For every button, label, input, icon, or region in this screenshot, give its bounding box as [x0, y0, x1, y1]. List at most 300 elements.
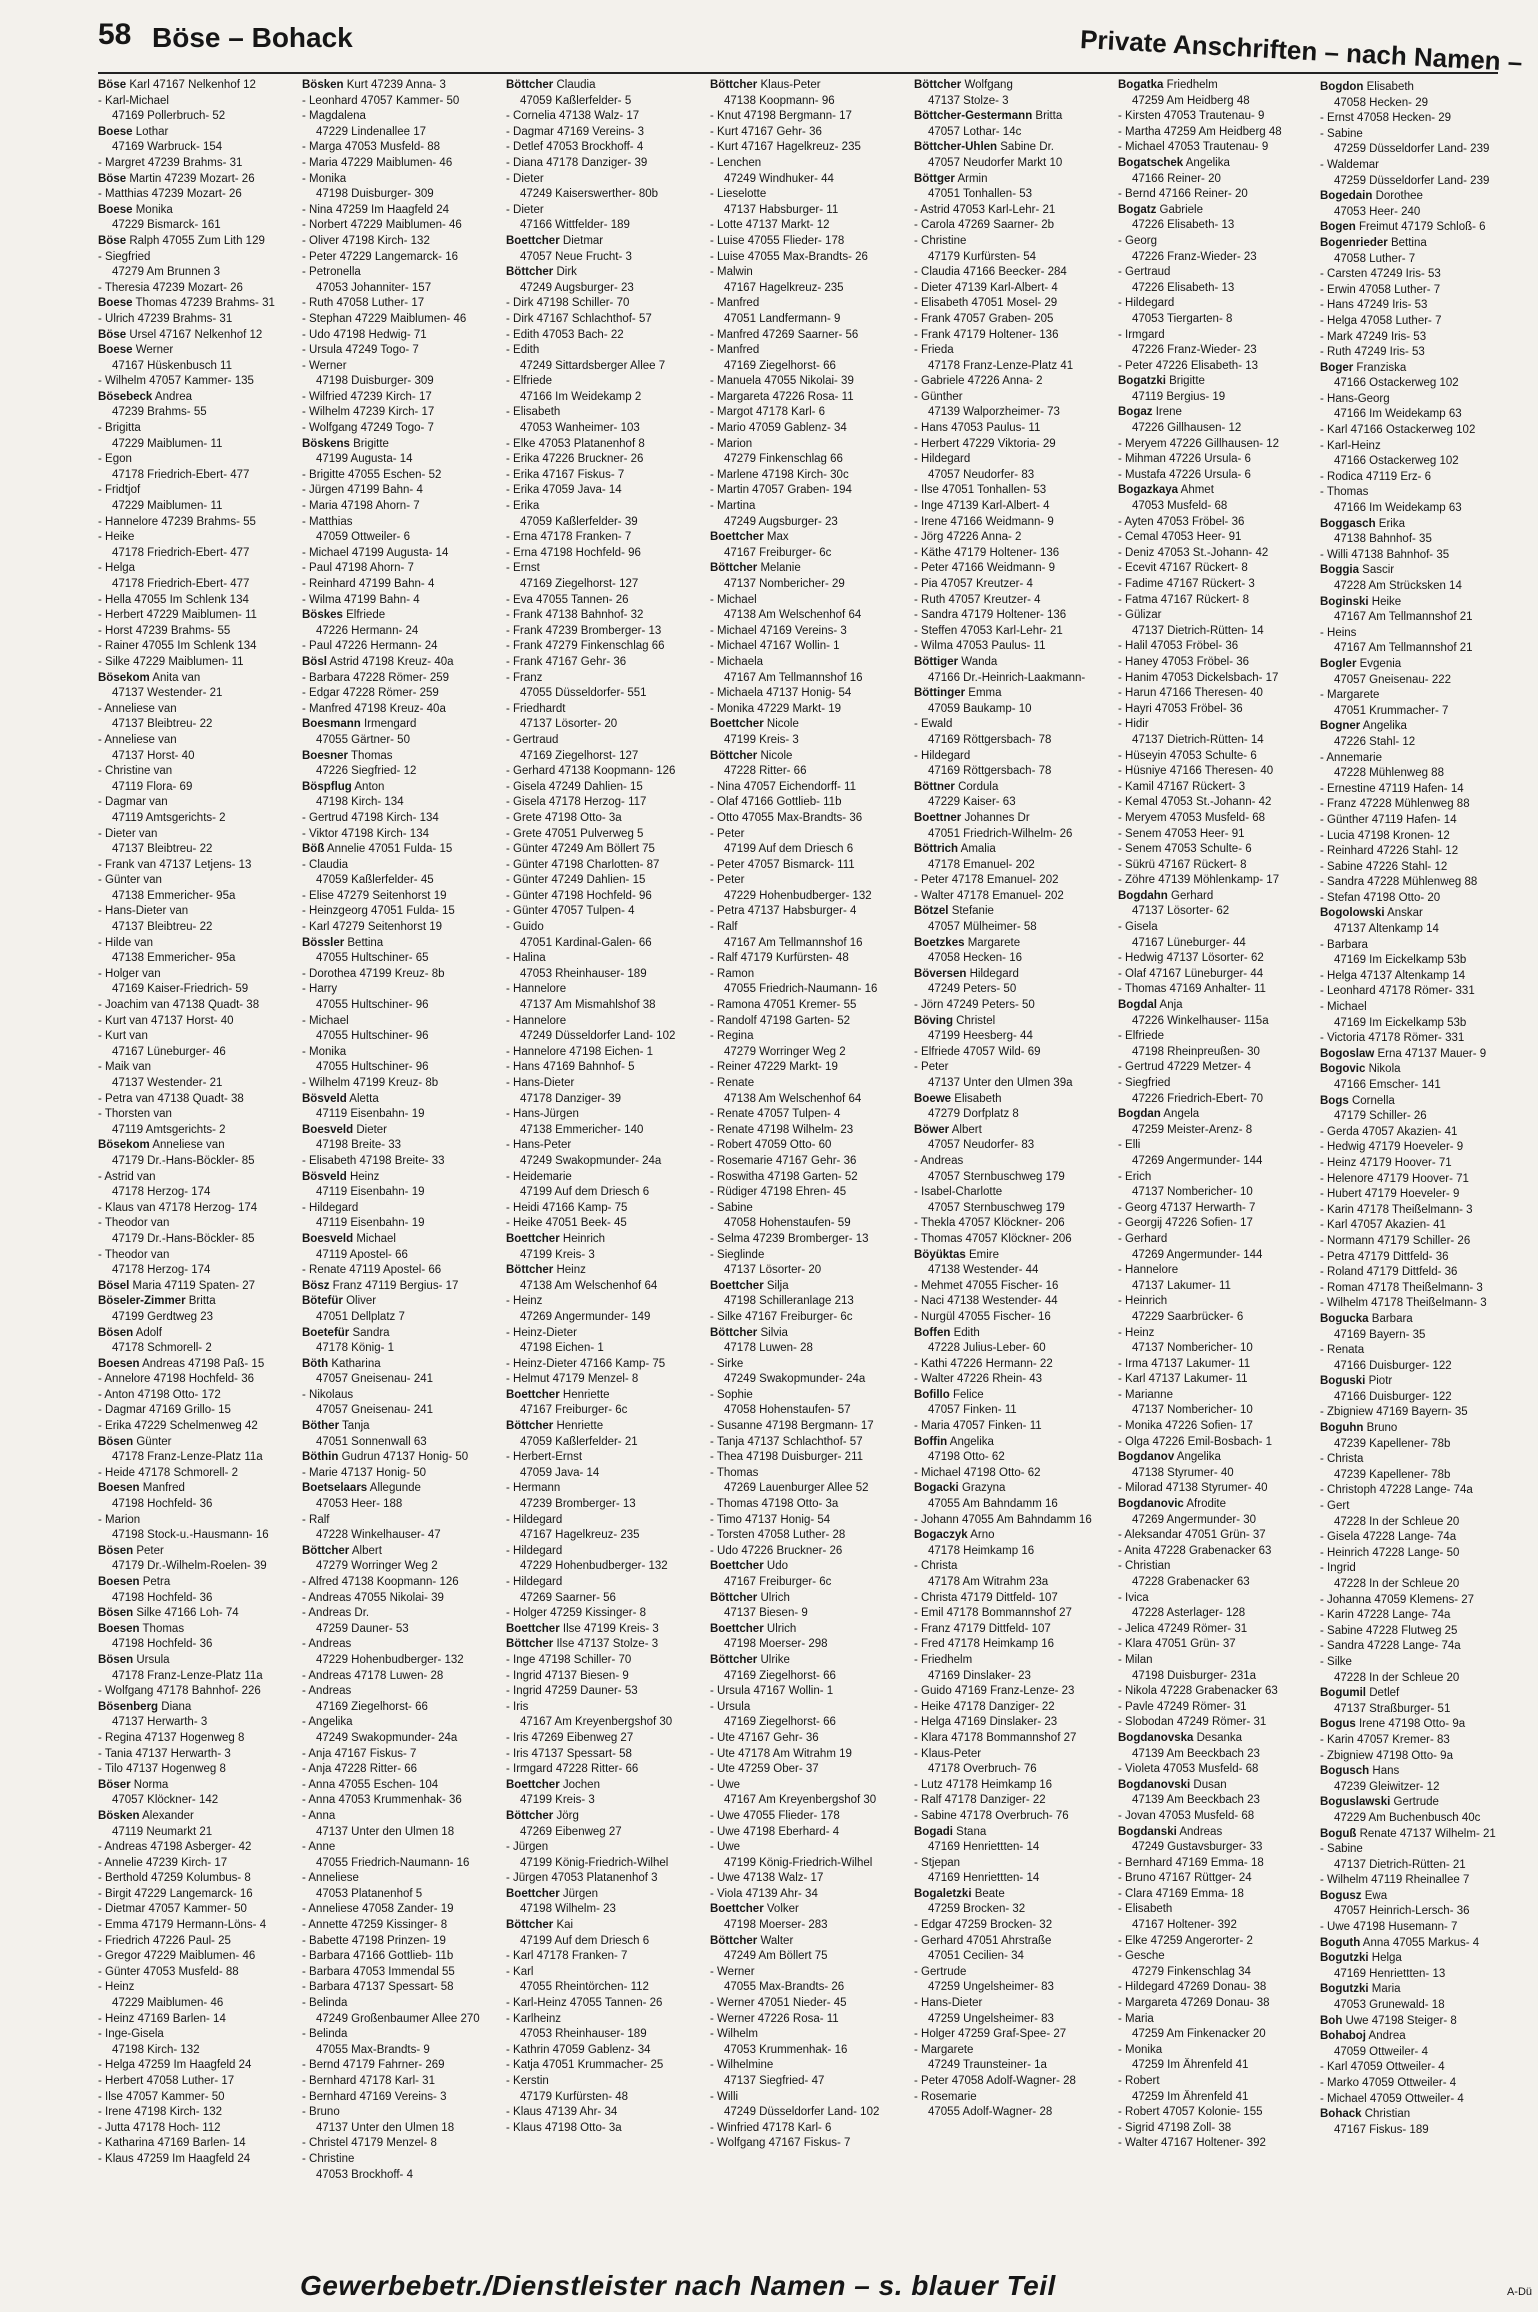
directory-entry: [1320, 1639, 1522, 1655]
directory-entry: [710, 842, 912, 858]
entry-text: - Günter van: [98, 874, 162, 887]
directory-entry: [710, 1279, 912, 1295]
entry-text: - Sophie: [710, 1388, 753, 1401]
entry-text: - Jörn 47249 Peters- 50: [914, 999, 1035, 1012]
entry-text: - Ewald: [914, 718, 953, 731]
entry-text: - Paul 47198 Ahorn- 7: [302, 562, 414, 575]
entry-text: Heinz: [553, 1264, 586, 1277]
directory-entry: [1118, 1403, 1320, 1419]
entry-text: - Marko 47059 Ottweiler- 4: [1320, 2077, 1457, 2089]
directory-entry: [914, 1669, 1116, 1685]
entry-text: - Andreas Dr.: [302, 1607, 370, 1620]
entry-text: - Anita 47228 Grabenacker 63: [1118, 1544, 1272, 1557]
directory-entry: [914, 1248, 1116, 1264]
entry-text: Christian: [1361, 2108, 1411, 2121]
entry-text: - Udo 47226 Bruckner- 26: [710, 1544, 843, 1557]
address-line: 47051 Kardinal-Galen- 66: [520, 936, 652, 949]
directory-column-4: [710, 78, 912, 2258]
directory-entry: [914, 873, 1116, 889]
entry-text: - Elise 47279 Seitenhorst 19: [302, 889, 447, 902]
directory-entry: [98, 1871, 300, 1887]
address-line: 47198 Kirch- 132: [112, 2043, 200, 2056]
directory-entry: [302, 250, 504, 266]
directory-entry: [710, 1856, 912, 1872]
directory-entry: [506, 125, 708, 141]
directory-entry: [710, 405, 912, 421]
directory-entry: [1320, 80, 1522, 96]
entry-text: - Timo 47137 Honig- 54: [710, 1513, 831, 1526]
entry-text: - Martin 47057 Graben- 194: [710, 484, 852, 497]
directory-entry: [302, 1092, 504, 1108]
address-line: 47229 Maiblumen- 46: [112, 1997, 224, 2010]
address-line: 47051 Cecilien- 34: [928, 1950, 1024, 1963]
directory-entry: [98, 1591, 300, 1607]
entry-text: - Pavle 47249 Römer- 31: [1118, 1700, 1247, 1713]
entry-text: - Randolf 47198 Garten- 52: [710, 1014, 851, 1027]
directory-entry: [710, 2090, 912, 2106]
directory-entry: [710, 1528, 912, 1544]
entry-text: - Heide 47178 Schmorell- 2: [98, 1466, 238, 1479]
entry-text: - Christoph 47228 Lange- 74a: [1320, 1484, 1473, 1497]
directory-entry: [914, 1778, 1116, 1794]
directory-entry: [914, 1045, 1116, 1061]
entry-text: - Sandra 47228 Lange- 74a: [1320, 1640, 1461, 1653]
entry-text: - Hella 47055 Im Schlenk 134: [98, 593, 249, 606]
address-line: 47138 Emmericher- 95a: [112, 952, 236, 965]
directory-entry: [506, 982, 708, 998]
directory-entry: [914, 1528, 1116, 1544]
directory-entry: [710, 2121, 912, 2137]
entry-text: - Helenore 47179 Hoover- 71: [1320, 1172, 1469, 1185]
entry-text: Renate 47137 Wilhelm- 21: [1356, 1827, 1496, 1840]
surname: Boetselaars: [302, 1482, 368, 1495]
directory-entry: [710, 967, 912, 983]
directory-entry: [506, 1871, 708, 1887]
directory-entry: [1118, 499, 1320, 515]
entry-text: - Dietmar 47057 Kammer- 50: [98, 1903, 247, 1916]
directory-entry: [710, 795, 912, 811]
entry-text: - Waldemar: [1320, 158, 1379, 171]
entry-text: - Malwin: [710, 266, 753, 279]
entry-text: Kai: [553, 1919, 574, 1932]
address-line: 47059 Kaßlerfelder- 45: [316, 874, 434, 887]
entry-text: - Stephan 47229 Maiblumen- 46: [302, 312, 467, 325]
address-line: 47228 Ritter- 66: [724, 765, 807, 778]
entry-text: - Michael 47169 Vereins- 3: [710, 624, 847, 637]
entry-text: - Georg: [1118, 234, 1157, 247]
entry-text: - Petra 47179 Dittfeld- 36: [1320, 1250, 1449, 1263]
directory-entry: [98, 1856, 300, 1872]
address-line: 47239 Brahms- 55: [112, 406, 207, 419]
directory-entry: [506, 858, 708, 874]
entry-text: - Hayri 47053 Fröbel- 36: [1118, 702, 1243, 715]
surname: Böskens: [302, 437, 350, 450]
entry-text: - Karl 47057 Akazien- 41: [1320, 1219, 1446, 1232]
entry-text: Ulrich: [757, 1591, 790, 1604]
address-line: 47249 Sittardsberger Allee 7: [520, 359, 666, 372]
address-line: 47119 Bergius- 19: [1132, 390, 1226, 403]
directory-entry: [302, 2168, 504, 2184]
address-line: 47199 Kreis- 3: [724, 733, 799, 746]
directory-entry: [710, 1700, 912, 1716]
directory-entry: [710, 265, 912, 281]
address-line: 47269 Angermunder- 149: [520, 1310, 651, 1323]
address-line: 47053 Wanheimer- 103: [520, 422, 640, 435]
surname: Böse: [98, 172, 127, 185]
surname: Bogucka: [1320, 1312, 1369, 1325]
directory-entry: [302, 1466, 504, 1482]
directory-entry: [914, 405, 1116, 421]
surname: Bogedain: [1320, 190, 1373, 203]
entry-text: - Hildegard: [506, 1513, 563, 1526]
entry-text: - Hildegard: [506, 1544, 563, 1557]
entry-text: - Andreas 47055 Nikolai- 39: [302, 1591, 444, 1604]
directory-entry: [914, 1731, 1116, 1747]
directory-entry: [302, 749, 504, 765]
directory-entry: [98, 1248, 300, 1264]
entry-text: Thomas: [139, 1622, 185, 1635]
directory-entry: [98, 2090, 300, 2106]
directory-entry: [506, 671, 708, 687]
directory-entry: [710, 1980, 912, 1996]
address-line: 47178 König- 1: [316, 1342, 395, 1355]
entry-text: - Michael: [710, 593, 757, 606]
entry-text: - Nikola 47228 Grabenacker 63: [1118, 1685, 1278, 1698]
directory-entry: [1320, 439, 1522, 455]
entry-text: - Hans 47169 Bahnhof- 5: [506, 1061, 635, 1074]
directory-entry: [1118, 265, 1320, 281]
address-line: 47229 Hohenbudberger- 132: [316, 1653, 464, 1666]
entry-text: - Renate 47198 Wilhelm- 23: [710, 1123, 854, 1136]
directory-entry: [1320, 1265, 1522, 1281]
entry-text: Detlef: [1366, 1687, 1400, 1700]
directory-entry: [914, 281, 1116, 297]
directory-entry: [98, 1435, 300, 1451]
surname: Bössler: [302, 936, 345, 949]
surname: Boesveld: [302, 1232, 354, 1245]
surname: Böttcher: [914, 79, 962, 91]
entry-text: - Tanja 47137 Schlachthof- 57: [710, 1435, 863, 1448]
directory-entry: [710, 499, 912, 515]
entry-text: - Ecevit 47167 Rückert- 8: [1118, 562, 1248, 575]
directory-entry: [1118, 343, 1320, 359]
directory-entry: [1118, 218, 1320, 234]
directory-entry: [98, 2027, 300, 2043]
directory-entry: [506, 936, 708, 952]
directory-entry: [98, 499, 300, 515]
directory-entry: [506, 655, 708, 671]
directory-entry: [98, 172, 300, 188]
address-line: 47059 Java- 14: [520, 1466, 600, 1479]
directory-entry: [914, 374, 1116, 390]
directory-entry: [98, 1825, 300, 1841]
address-line: 47269 Angermunder- 144: [1132, 1154, 1263, 1167]
entry-text: - Ernst 47058 Hecken- 29: [1320, 112, 1452, 125]
directory-entry: [1118, 1669, 1320, 1685]
entry-text: - Annemarie: [1320, 751, 1383, 764]
directory-entry: [914, 1762, 1116, 1778]
address-line: 47057 Mülheimer- 58: [928, 921, 1037, 934]
directory-entry: [914, 359, 1116, 375]
directory-entry: [1320, 875, 1522, 891]
directory-entry: [914, 749, 1116, 765]
address-line: 47166 Emscher- 141: [1334, 1079, 1441, 1091]
address-line: 47055 Hultschiner- 96: [316, 1061, 429, 1074]
directory-entry: [1320, 127, 1522, 143]
directory-entry: [98, 1310, 300, 1326]
directory-entry: [914, 1279, 1116, 1295]
directory-entry: [302, 1513, 504, 1529]
entry-text: - Friedhelm: [914, 1653, 973, 1666]
directory-entry: [302, 125, 504, 141]
directory-entry: [302, 858, 504, 874]
surname: Bogovic: [1320, 1063, 1366, 1076]
directory-entry: [710, 1403, 912, 1419]
directory-entry: [302, 1076, 504, 1092]
directory-entry: [1320, 2107, 1522, 2123]
directory-entry: [1118, 1528, 1320, 1544]
address-line: 47169 Warbruck- 154: [112, 141, 223, 154]
directory-entry: [1320, 1499, 1522, 1515]
directory-entry: [710, 1045, 912, 1061]
entry-text: - Anne: [302, 1841, 336, 1854]
address-line: 47279 Finkenschlag 34: [1132, 1965, 1251, 1978]
entry-text: - Erika 47167 Fiskus- 7: [506, 468, 625, 481]
directory-entry: [1118, 1778, 1320, 1794]
entry-text: - Michael: [1320, 1001, 1367, 1014]
directory-entry: [1320, 1717, 1522, 1733]
directory-entry: [1118, 780, 1320, 796]
directory-entry: [302, 1793, 504, 1809]
directory-entry: [710, 1934, 912, 1950]
address-line: 47279 Worringer Weg 2: [724, 1045, 846, 1058]
surname: Böse: [98, 234, 127, 247]
directory-entry: [1118, 1497, 1320, 1513]
entry-text: - Marie 47137 Honig- 50: [302, 1466, 427, 1479]
entry-text: - Günther: [914, 390, 963, 403]
directory-entry: [914, 733, 1116, 749]
address-line: 47137 Nombericher- 10: [1132, 1342, 1253, 1355]
entry-text: - Wilhelmine: [710, 2059, 774, 2072]
directory-entry: [1320, 501, 1522, 517]
address-line: 47137 Bleibtreu- 22: [112, 843, 213, 856]
directory-entry: [710, 546, 912, 562]
directory-entry: [1320, 1764, 1522, 1780]
entry-text: - Ernestine 47119 Hafen- 14: [1320, 782, 1464, 795]
entry-text: - Hildegard: [914, 749, 971, 762]
entry-text: - Carsten 47249 Iris- 53: [1320, 268, 1441, 281]
directory-entry: [1320, 283, 1522, 299]
entry-text: Cordula: [954, 780, 999, 793]
directory-entry: [302, 951, 504, 967]
entry-text: - Thorsten van: [98, 1108, 172, 1121]
entry-text: - Walter 47167 Holtener- 392: [1118, 2137, 1266, 2150]
address-line: 47259 Im Ährenfeld 41: [1132, 2090, 1249, 2103]
address-line: 47055 Rheintörchen- 112: [520, 1981, 649, 1994]
entry-text: - Nikolaus: [302, 1388, 354, 1401]
address-line: 47249 Düsseldorfer Land- 102: [520, 1030, 676, 1043]
entry-text: - Ayten 47053 Fröbel- 36: [1118, 515, 1245, 528]
directory-entry: [710, 1294, 912, 1310]
surname: Boguslawski: [1320, 1796, 1391, 1809]
directory-entry: [1320, 782, 1522, 798]
directory-entry: [98, 1216, 300, 1232]
entry-text: Angelika: [1360, 720, 1407, 733]
directory-entry: [506, 561, 708, 577]
directory-entry: [506, 359, 708, 375]
directory-entry: [1118, 359, 1320, 375]
surname: Boettner: [914, 811, 962, 824]
entry-text: - Lieselotte: [710, 188, 767, 201]
address-line: 47119 Eisenbahn- 19: [316, 1217, 425, 1230]
directory-entry: [710, 2027, 912, 2043]
directory-entry: [1320, 1655, 1522, 1671]
entry-text: - Maik van: [98, 1061, 152, 1074]
surname: Bogdan: [1118, 1108, 1161, 1121]
address-line: 47137 Nombericher- 10: [1132, 1186, 1253, 1199]
entry-text: Nicole: [757, 749, 793, 762]
directory-entry: [1118, 1591, 1320, 1607]
directory-entry: [1118, 483, 1320, 499]
entry-text: - Jürgen 47199 Bahn- 4: [302, 484, 423, 497]
entry-text: - Karl 47166 Ostackerweg 102: [1320, 424, 1476, 437]
directory-entry: [98, 405, 300, 421]
entry-text: - Hans-Georg: [1320, 392, 1390, 405]
directory-entry: [1320, 719, 1522, 735]
address-line: 47167 Holtener- 392: [1132, 1919, 1237, 1932]
entry-text: - Ralf: [710, 921, 738, 934]
directory-entry: [710, 468, 912, 484]
entry-text: - Kurt van: [98, 1030, 148, 1043]
directory-entry: [302, 390, 504, 406]
directory-entry: [1320, 1062, 1522, 1078]
entry-text: - Michael 47167 Wollin- 1: [710, 640, 840, 653]
directory-entry: [710, 920, 912, 936]
directory-entry: [710, 94, 912, 110]
entry-text: Dusan: [1190, 1778, 1227, 1791]
directory-entry: [302, 218, 504, 234]
directory-entry: [98, 140, 300, 156]
surname: Böttiger: [914, 655, 959, 668]
directory-entry: [302, 671, 504, 687]
directory-entry: [914, 1965, 1116, 1981]
directory-entry: [914, 203, 1116, 219]
entry-text: - Walter 47178 Emanuel- 202: [914, 889, 1064, 902]
directory-entry: [710, 624, 912, 640]
directory-entry: [1118, 2058, 1320, 2074]
entry-text: - Helmut 47179 Menzel- 8: [506, 1373, 639, 1386]
directory-entry: [914, 1435, 1116, 1451]
directory-entry: [1320, 1437, 1522, 1453]
surname: Bösken: [98, 1809, 140, 1822]
directory-entry: [914, 1060, 1116, 1076]
entry-text: - Otto 47055 Max-Brandts- 36: [710, 811, 863, 824]
address-line: 47169 Henriettten- 14: [928, 1872, 1040, 1885]
address-line: 47199 König-Friedrich-Wilhel: [724, 1856, 873, 1869]
directory-entry: [506, 250, 708, 266]
directory-entry: [302, 2043, 504, 2059]
directory-entry: [710, 156, 912, 172]
directory-entry: [1118, 296, 1320, 312]
entry-text: - Ernst: [506, 562, 540, 575]
address-line: 47179 Dr.-Hans-Böckler- 85: [112, 1154, 255, 1167]
address-line: 47057 Neudorfer- 83: [928, 468, 1035, 481]
entry-text: Gudrun 47137 Honig- 50: [338, 1451, 469, 1464]
directory-entry: [98, 1326, 300, 1342]
entry-text: - Heidi 47166 Kamp- 75: [506, 1201, 628, 1214]
directory-column-5: [914, 78, 1116, 2258]
directory-entry: [1320, 1904, 1522, 1920]
entry-text: - Andreas 47198 Asberger- 42: [98, 1841, 252, 1854]
directory-entry: [302, 2136, 504, 2152]
directory-entry: [1320, 1530, 1522, 1546]
directory-entry: [98, 1762, 300, 1778]
entry-text: Henriette: [553, 1420, 604, 1433]
address-line: 47055 Friedrich-Naumann- 16: [316, 1856, 470, 1869]
directory-entry: [506, 1279, 708, 1295]
entry-text: Diana: [158, 1700, 192, 1713]
entry-text: - Gregor 47229 Maiblumen- 46: [98, 1950, 256, 1963]
directory-entry: [1320, 735, 1522, 751]
address-line: 47137 Stolze- 3: [928, 94, 1009, 107]
address-line: 47166 Duisburger- 122: [1334, 1390, 1452, 1403]
directory-entry: [1118, 1700, 1320, 1716]
directory-entry: [710, 1996, 912, 2012]
surname: Bogatzki: [1118, 375, 1166, 388]
directory-entry: [302, 1856, 504, 1872]
address-line: 47269 Saarner- 56: [520, 1591, 616, 1604]
directory-entry: [710, 515, 912, 531]
directory-entry: [506, 2027, 708, 2043]
entry-text: Norma: [130, 1778, 169, 1791]
entry-text: - Elisabeth: [1118, 1903, 1173, 1916]
directory-entry: [506, 1372, 708, 1388]
directory-entry: [1320, 314, 1522, 330]
directory-entry: [1320, 1125, 1522, 1141]
surname: Bogdanovski: [1118, 1778, 1191, 1791]
directory-entry: [302, 967, 504, 983]
address-line: 47169 Ziegelhorst- 127: [520, 749, 639, 762]
entry-text: Heike: [1368, 595, 1402, 608]
entry-text: - Matthias: [302, 515, 353, 528]
directory-entry: [1320, 158, 1522, 174]
entry-text: Evgenia: [1356, 657, 1402, 670]
entry-text: - Tilo 47137 Hogenweg 8: [98, 1763, 226, 1776]
entry-text: Michael: [353, 1232, 396, 1245]
entry-text: - Paul 47226 Hermann- 24: [302, 640, 438, 653]
entry-text: - Karin 47228 Lange- 74a: [1320, 1609, 1451, 1622]
entry-text: Ulrike: [757, 1653, 790, 1666]
address-line: 47226 Franz-Wieder- 23: [1132, 250, 1257, 263]
surname: Boetefür: [302, 1326, 350, 1339]
directory-entry: [914, 561, 1116, 577]
directory-entry: [914, 78, 1116, 94]
surname: Böttcher: [506, 1264, 554, 1277]
directory-entry: [1118, 2121, 1320, 2137]
directory-entry: [302, 1902, 504, 1918]
directory-entry: [1320, 548, 1522, 564]
entry-text: - Margret 47239 Brahms- 31: [98, 156, 243, 169]
directory-entry: [302, 920, 504, 936]
entry-text: Stefanie: [948, 905, 994, 918]
address-line: 47239 Bromberger- 13: [520, 1498, 636, 1511]
directory-entry: [98, 904, 300, 920]
entry-text: - Monika: [302, 1045, 347, 1058]
surname: Böttcher: [710, 1326, 758, 1339]
surname: Böttcher: [302, 1544, 350, 1557]
directory-entry: [98, 1653, 300, 1669]
address-line: 47198 Breite- 33: [316, 1139, 402, 1152]
